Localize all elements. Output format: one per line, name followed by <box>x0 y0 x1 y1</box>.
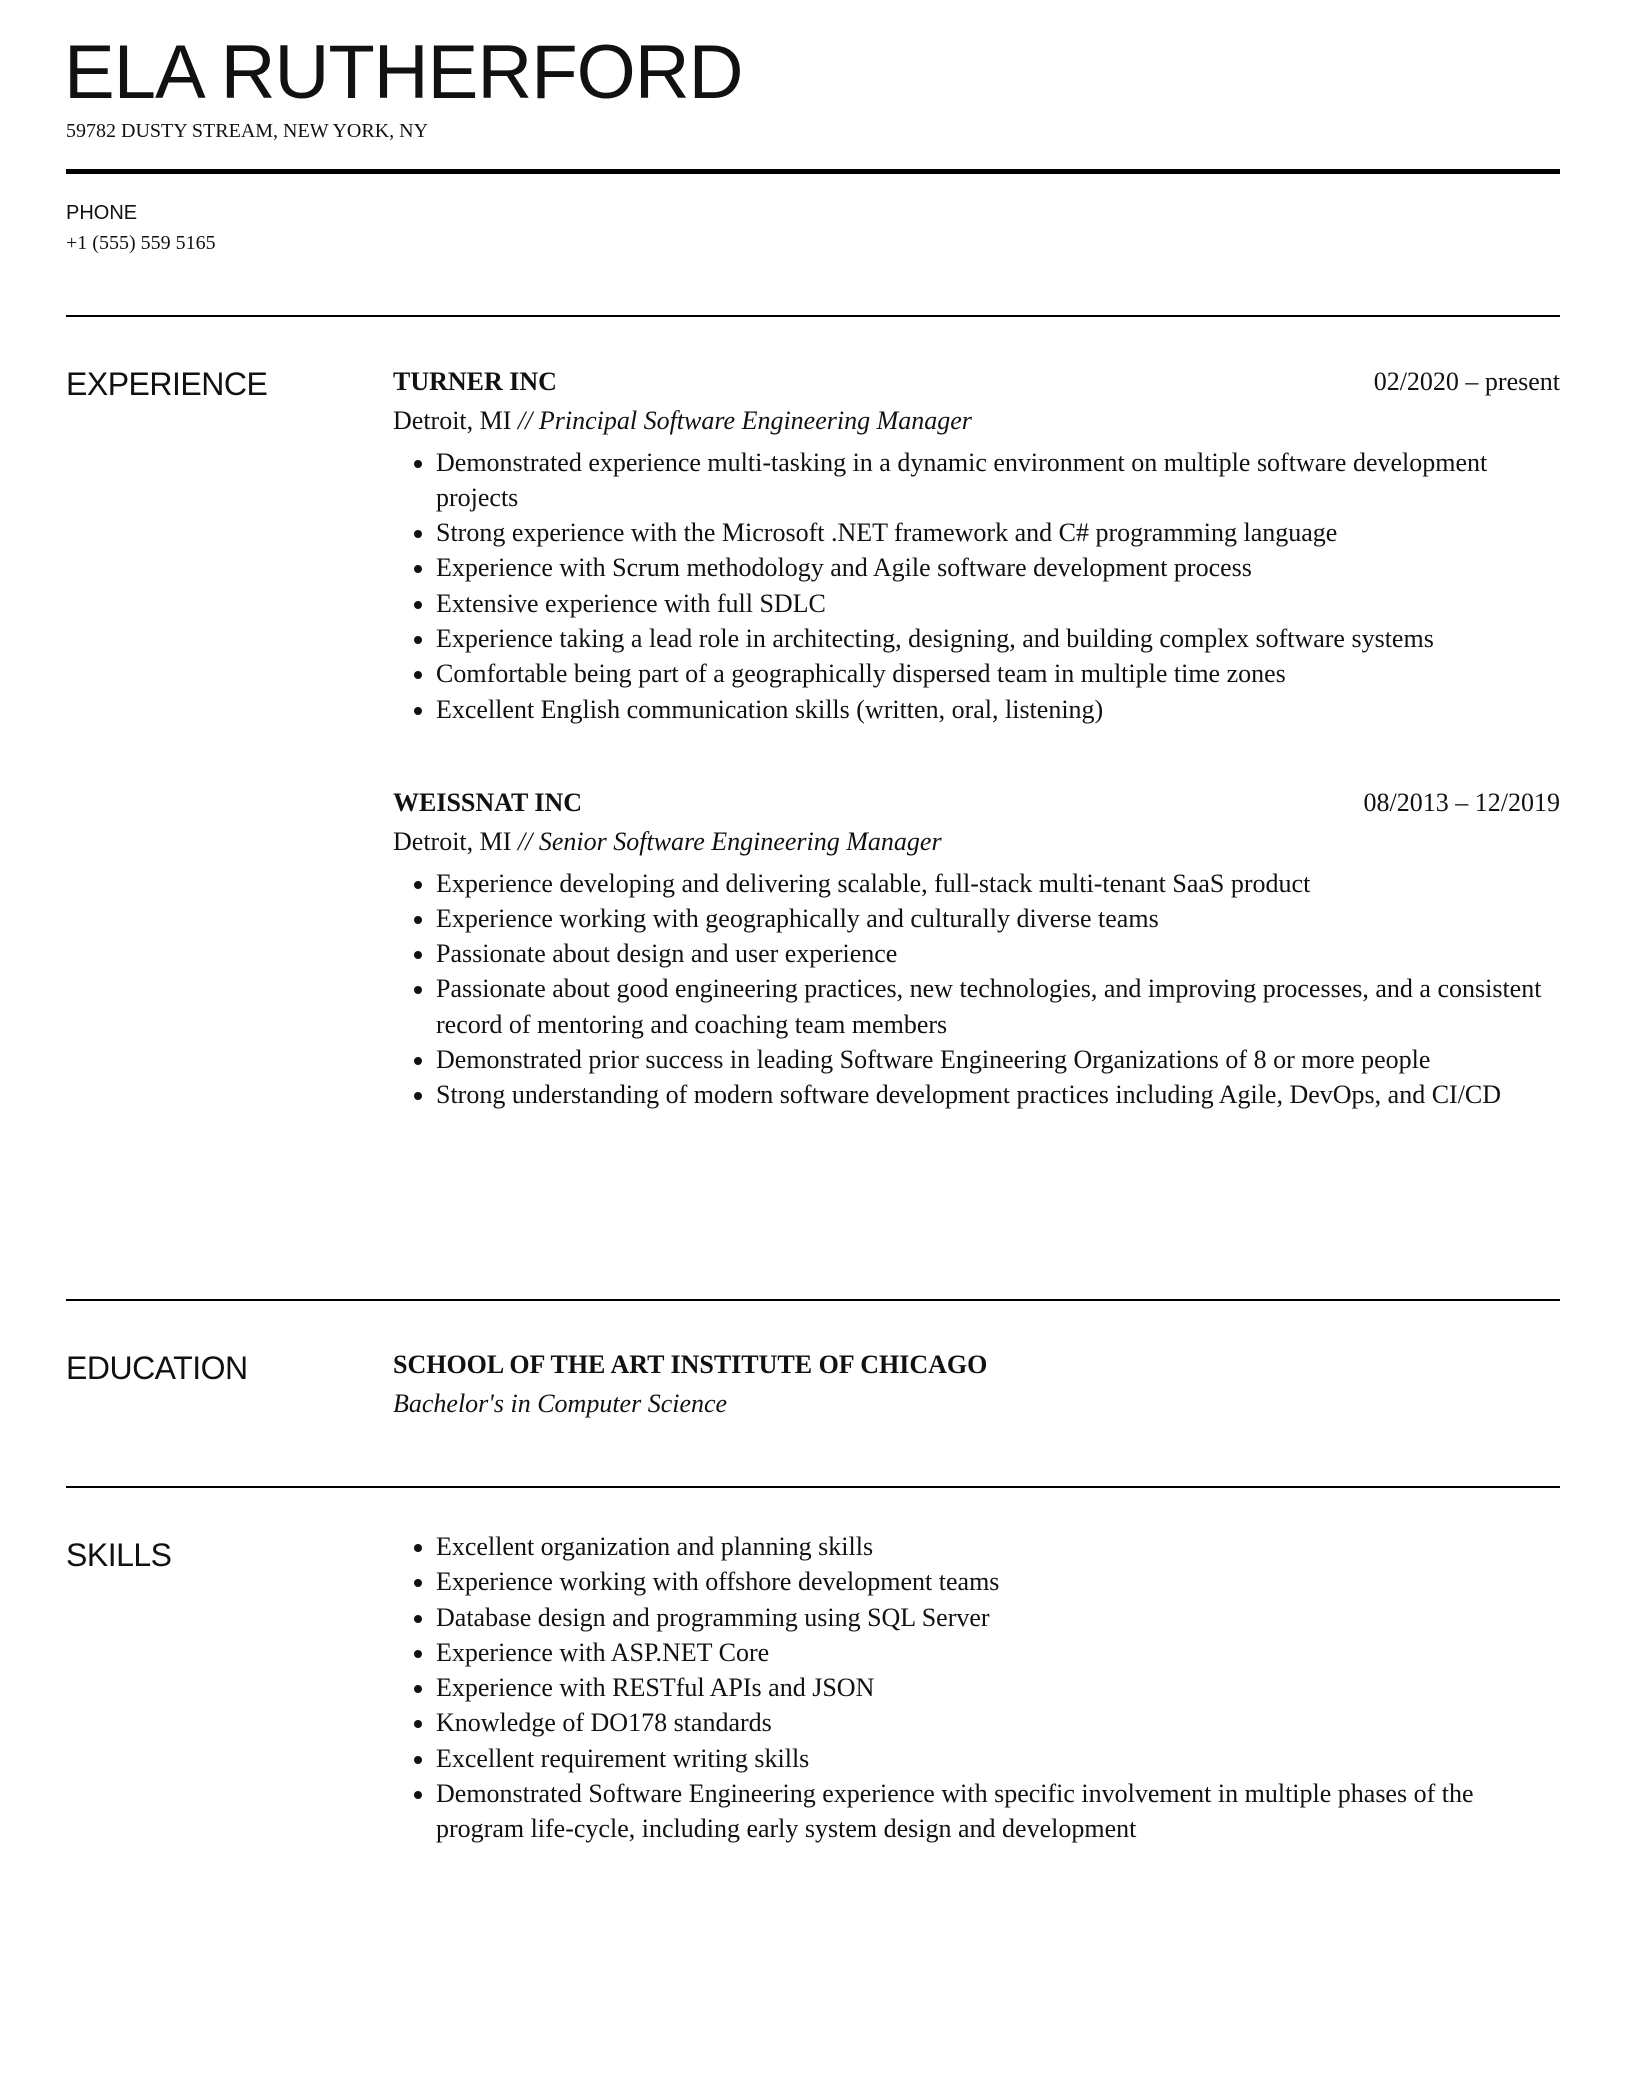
section-divider <box>66 315 1560 317</box>
list-item: • Database design and programming using SQL Server <box>436 1600 1560 1635</box>
skills-title: SKILLS <box>66 1537 172 1573</box>
header-divider <box>66 169 1560 174</box>
section-divider <box>66 1486 1560 1488</box>
section-divider <box>66 1299 1560 1301</box>
list-item: • Knowledge of DO178 standards <box>436 1705 1560 1740</box>
job-location: Detroit, MI <box>393 827 512 857</box>
job-role: Senior Software Engineering Manager <box>538 827 942 857</box>
list-item: • Excellent organization and planning skills <box>436 1529 1560 1564</box>
list-item: • Experience with ASP.NET Core <box>436 1635 1560 1670</box>
list-item: • Extensive experience with full SDLC <box>436 586 1560 621</box>
job-dates: 08/2013 – 12/2019 <box>1363 787 1560 817</box>
list-item: • Experience working with geographically and culturally diverse teams <box>436 901 1560 936</box>
list-item: • Experience with RESTful APIs and JSON <box>436 1670 1560 1705</box>
skills-list <box>393 1529 1560 1847</box>
company-name: TURNER INC <box>393 367 557 396</box>
list-item: • Demonstrated experience multi-tasking in a dynamic environment on multiple software development projects <box>436 445 1560 516</box>
job-bullets <box>393 445 1560 727</box>
address: 59782 DUSTY STREAM, NEW YORK, NY <box>66 120 429 142</box>
education-title: EDUCATION <box>66 1350 248 1386</box>
list-item: • Experience with Scrum methodology and Agile software development process <box>436 550 1560 585</box>
job-entry <box>393 364 1560 727</box>
skills-section <box>393 1529 1560 1847</box>
phone-label: PHONE <box>66 202 138 224</box>
experience-section <box>393 364 1560 1113</box>
list-item: • Passionate about good engineering practices, new technologies, and improving processes, and a consistent record of mentoring and coaching team members <box>436 971 1560 1042</box>
list-item: • Excellent English communication skills (written, oral, listening) <box>436 692 1560 727</box>
job-dates: 02/2020 – present <box>1373 367 1560 396</box>
separator: // <box>517 406 533 436</box>
job-location: Detroit, MI <box>393 406 512 436</box>
job-list <box>393 364 1560 1113</box>
list-item: • Strong experience with the Microsoft .NET framework and C# programming language <box>436 515 1560 550</box>
list-item: • Demonstrated Software Engineering experience with specific involvement in multiple phases of the program life-cycle, including early system design and development <box>436 1776 1560 1847</box>
job-bullets <box>393 866 1560 1113</box>
job-entry <box>393 785 1560 1113</box>
company-name: WEISSNAT INC <box>393 787 583 817</box>
degree: Bachelor's in Computer Science <box>393 1389 728 1419</box>
job-header <box>393 785 1560 820</box>
candidate-name: ELA RUTHERFORD <box>64 30 743 115</box>
job-location-role <box>393 824 1560 859</box>
list-item: • Passionate about design and user experience <box>436 936 1560 971</box>
list-item: • Experience developing and delivering scalable, full-stack multi-tenant SaaS product <box>436 866 1560 901</box>
experience-title: EXPERIENCE <box>66 366 268 402</box>
list-item: • Comfortable being part of a geographically dispersed team in multiple time zones <box>436 656 1560 691</box>
separator: // <box>517 827 533 857</box>
job-location-role <box>393 403 1560 438</box>
education-section <box>393 1347 1560 1422</box>
list-item: • Strong understanding of modern software development practices including Agile, DevOps, and CI/CD <box>436 1077 1560 1112</box>
list-item: • Demonstrated prior success in leading Software Engineering Organizations of 8 or more people <box>436 1042 1560 1077</box>
job-header <box>393 364 1560 399</box>
school-name: SCHOOL OF THE ART INSTITUTE OF CHICAGO <box>393 1350 988 1379</box>
list-item: • Experience working with offshore development teams <box>436 1564 1560 1599</box>
list-item: • Excellent requirement writing skills <box>436 1741 1560 1776</box>
job-role: Principal Software Engineering Manager <box>538 406 972 436</box>
list-item: • Experience taking a lead role in architecting, designing, and building complex software systems <box>436 621 1560 656</box>
phone-number: +1 (555) 559 5165 <box>66 232 216 254</box>
